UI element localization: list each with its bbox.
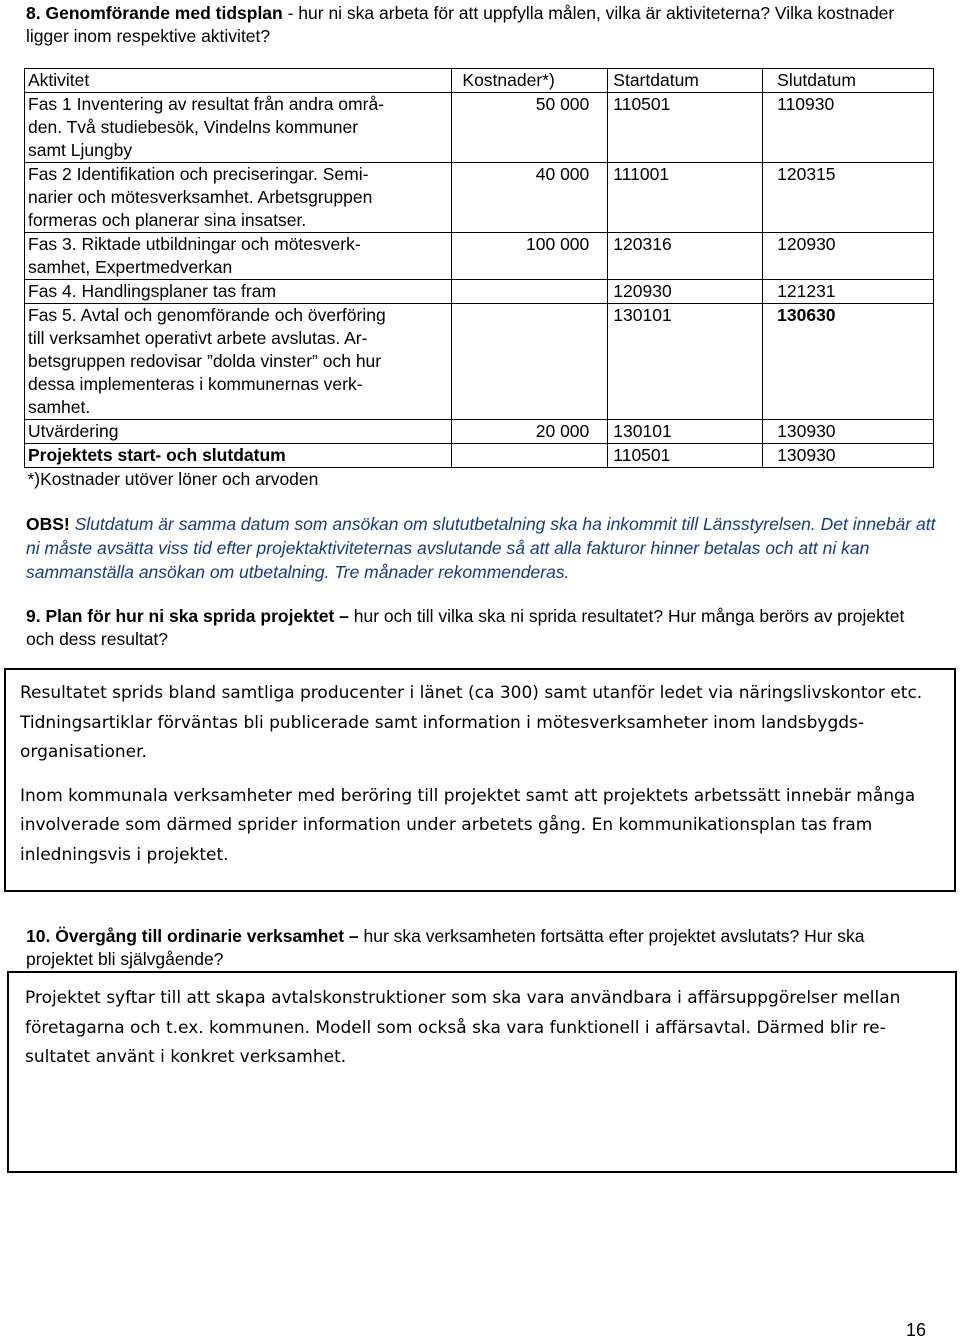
start-cell: 130101 — [608, 304, 763, 420]
header-start: Startdatum — [608, 69, 763, 93]
page-number: 16 — [906, 1320, 927, 1340]
section-10-question: hur ska verksamheten fortsätta efter projektet avslutats? Hur ska projektet bli självgående? — [26, 926, 865, 969]
header-activity: Aktivitet — [25, 69, 452, 93]
cost-cell: 50 000 — [452, 93, 608, 163]
obs-note — [26, 512, 946, 584]
start-cell: 120930 — [608, 280, 763, 304]
section-9-question: hur och till vilka ska ni sprida resultatet? — [348, 606, 664, 626]
start-cell: 110501 — [608, 444, 763, 468]
table-row — [25, 280, 934, 304]
activity-cell: Fas 5. Avtal och genomförande och överföring till verksamhet operativt arbete avslutas. Ar- betsgruppen redovisar ”dolda vinster” och hur dessa implementeras i kommunernas verk- samhet. — [25, 304, 452, 420]
section-9-number: 9. — [26, 606, 41, 626]
header-end: Slutdatum — [763, 69, 934, 93]
section-9-answer-paragraph-1: Resultatet sprids bland samtliga producenter i länet (ca 300) samt utanför ledet via näringslivskontor etc. Tidningsartiklar förväntas bli publicerade samt information i mötesverksamheter inom landsbygds-organisationer. — [20, 683, 923, 762]
table-row — [25, 444, 934, 468]
start-cell: 110501 — [608, 93, 763, 163]
end-cell: 120315 — [763, 163, 934, 233]
cost-cell — [452, 280, 608, 304]
table-footnote: *)Kostnader utöver löner och arvoden — [27, 469, 319, 489]
activity-cell: Fas 3. Riktade utbildningar och mötesverk- samhet, Expertmedverkan — [25, 233, 452, 280]
obs-label: OBS! — [26, 514, 70, 534]
end-cell: 130930 — [763, 444, 934, 468]
end-cell: 120930 — [763, 233, 934, 280]
activity-cell: Utvärdering — [25, 420, 452, 444]
cost-cell — [452, 304, 608, 420]
cost-cell: 20 000 — [452, 420, 608, 444]
cost-cell: 100 000 — [452, 233, 608, 280]
obs-text: Slutdatum är samma datum som ansökan om slututbetalning ska ha inkommit till Länsstyrelsen. Det innebär att ni måste avsätta viss tid efter projektaktiviteternas avslutande så att alla fakturor hinner betalas och att ni kan sammanställa ansökan om utbetalning. Tre månader rekommenderas. — [26, 514, 936, 582]
activity-cell: Fas 1 Inventering av resultat från andra områ- den. Två studiebesök, Vindelns kommuner samt Ljungby — [25, 93, 452, 163]
end-cell: 121231 — [763, 280, 934, 304]
table-row — [25, 420, 934, 444]
start-cell: 111001 — [608, 163, 763, 233]
cost-cell — [452, 444, 608, 468]
end-cell: 130930 — [763, 420, 934, 444]
table-row — [25, 163, 934, 233]
end-cell: 130630 — [763, 304, 934, 420]
header-costs: Kostnader*) — [452, 69, 608, 93]
schedule-table — [24, 68, 934, 491]
start-cell: 130101 — [608, 420, 763, 444]
section-8-title: Genomförande med tidsplan — [45, 3, 283, 23]
section-9-answer-box — [4, 668, 956, 892]
section-8-number: 8. — [26, 3, 41, 23]
section-9-heading — [26, 605, 936, 651]
section-10-answer: Projektet syftar till att skapa avtalskonstruktioner som ska vara användbara i affärsuppgörelser mellan företagarna och t.ex. kommunen. Modell som också ska vara funktionell i affärsavtal. Därmed blir re-sultatet använt i konkret verksamhet. — [25, 988, 901, 1067]
section-8-question: - hur ni ska arbeta för att uppfylla målen, vilka är aktiviteterna? Vilka kostnader ligger inom respektive aktivitet? — [26, 3, 895, 46]
section-10-title: Övergång till ordinarie verksamhet – — [55, 926, 359, 946]
section-10-number: 10. — [26, 926, 51, 946]
activity-cell: Fas 2 Identifikation och preciseringar. Semi- narier och mötesverksamhet. Arbetsgruppen formeras och planerar sina insatser. — [25, 163, 452, 233]
section-10-answer-box — [7, 971, 957, 1173]
end-cell: 110930 — [763, 93, 934, 163]
table-row — [25, 93, 934, 163]
section-8-heading — [26, 2, 936, 48]
activity-cell: Fas 4. Handlingsplaner tas fram — [25, 280, 452, 304]
cost-cell: 40 000 — [452, 163, 608, 233]
table-row — [25, 233, 934, 280]
section-9-title: Plan för hur ni ska sprida projektet – — [45, 606, 349, 626]
table-header-row — [25, 69, 934, 93]
section-10-heading — [26, 925, 936, 971]
section-9-question-2: Hur många berörs av projektet och dess resultat? — [26, 606, 905, 649]
section-9-answer-paragraph-2: Inom kommunala verksamheter med beröring till projektet samt att projektets arbetssätt innebär många involverade som därmed sprider information under arbetets gång. En kommunikationsplan tas fram inledningsvis i projektet. — [20, 785, 916, 865]
start-cell: 120316 — [608, 233, 763, 280]
table-row — [25, 304, 934, 420]
table-footnote-row — [25, 468, 934, 492]
activity-cell: Projektets start- och slutdatum — [25, 444, 452, 468]
